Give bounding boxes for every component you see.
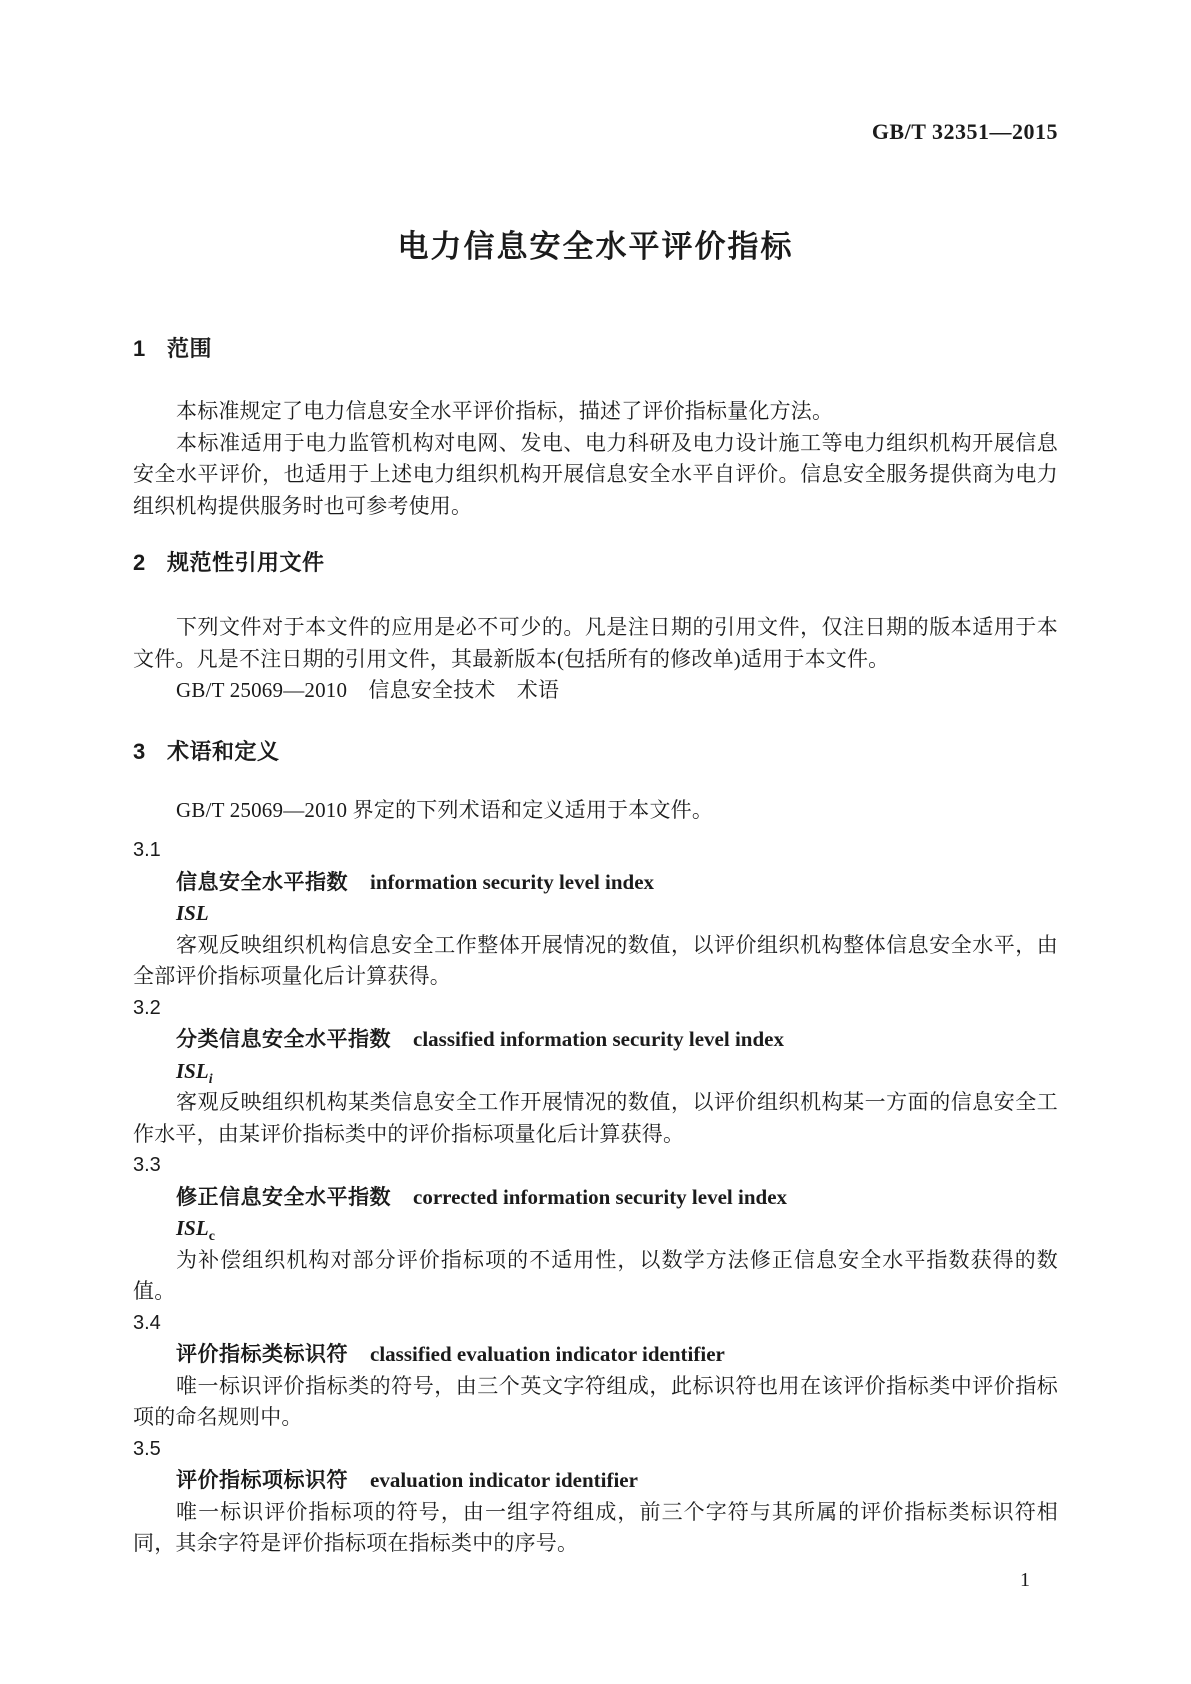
section-2-title: 规范性引用文件: [167, 550, 325, 575]
term-definition: 为补偿组织机构对部分评价指标项的不适用性，以数学方法修正信息安全水平指数获得的数值。: [133, 1247, 1058, 1303]
term-number: 3.3: [133, 1154, 161, 1176]
term-symbol: [133, 1213, 1058, 1245]
term-number: 3.1: [133, 839, 161, 861]
document-title: 电力信息安全水平评价指标: [397, 229, 794, 264]
symbol-base: ISL: [176, 1058, 209, 1083]
term-name: [133, 1024, 1058, 1056]
symbol-subscript: c: [208, 1229, 215, 1245]
term-name: [133, 1465, 1058, 1497]
term-number: 3.5: [133, 1437, 161, 1460]
term-3-5: [133, 1434, 1058, 1560]
term-symbol: [133, 1056, 1058, 1088]
term-3-2: [133, 993, 1058, 1151]
term-name-en: corrected information security level index: [413, 1184, 788, 1209]
term-name-zh: 信息安全水平指数: [176, 870, 348, 894]
term-name-zh: 分类信息安全水平指数: [176, 1028, 391, 1051]
term-name: [133, 867, 1058, 899]
term-name-zh: 评价指标项标识符: [176, 1469, 348, 1492]
term-name-en: classified information security level index: [413, 1027, 784, 1051]
section-1-heading: [133, 334, 1058, 364]
term-symbol: [133, 898, 1058, 930]
term-number: 3.2: [133, 996, 161, 1019]
term-definition: 唯一标识评价指标类的符号，由三个英文字符组成，此标识符也用在该评价指标类中评价指标项的命名规则中。: [133, 1373, 1058, 1429]
terms-list: [133, 835, 1058, 1560]
section-3-title: 术语和定义: [167, 738, 280, 764]
symbol-base: ISL: [176, 1216, 209, 1240]
section-1-paragraph: 本标准适用于电力监管机构对电网、发电、电力科研及电力设计施工等电力组织机构开展信息安全水平评价，也适用于上述电力组织机构开展信息安全水平自评价。信息安全服务提供商为电力组织机构提供服务时也可参考使用。: [133, 430, 1058, 518]
section-2-number: 2: [133, 550, 146, 575]
term-name-en: information security level index: [370, 869, 655, 894]
section-3-paragraph: GB/T 25069—2010 界定的下列术语和定义适用于本文件。: [176, 797, 714, 822]
term-name-en: evaluation indicator identifier: [370, 1468, 638, 1492]
term-name: [133, 1339, 1058, 1371]
term-3-3: [133, 1150, 1058, 1308]
section-1-paragraph: 本标准规定了电力信息安全水平评价指标，描述了评价指标量化方法。: [176, 399, 834, 423]
term-definition: 客观反映组织机构某类信息安全工作开展情况的数值，以评价组织机构某一方面的信息安全工作水平，由某评价指标类中的评价指标项量化后计算获得。: [133, 1090, 1058, 1146]
term-3-4: [133, 1308, 1058, 1434]
term-number: 3.4: [133, 1311, 161, 1334]
normative-reference: GB/T 25069—2010 信息安全技术 术语: [176, 678, 560, 702]
term-definition: 唯一标识评价指标项的符号，由一组字符组成，前三个字符与其所属的评价指标类标识符相同，其余字符是评价指标项在指标类中的序号。: [133, 1499, 1058, 1555]
section-1-number: 1: [133, 336, 146, 361]
section-3-number: 3: [133, 738, 146, 764]
term-name-zh: 修正信息安全水平指数: [176, 1185, 391, 1209]
term-name: [133, 1182, 1058, 1214]
section-3-heading: [133, 737, 1058, 767]
symbol-subscript: i: [208, 1071, 213, 1087]
term-3-1: [133, 835, 1058, 993]
symbol-base: ISL: [176, 901, 209, 925]
term-name-zh: 评价指标类标识符: [176, 1343, 348, 1366]
section-2-paragraph: 下列文件对于本文件的应用是必不可少的。凡是注日期的引用文件，仅注日期的版本适用于本文件。凡是不注日期的引用文件，其最新版本(包括所有的修改单)适用于本文件。: [133, 615, 1058, 671]
term-definition: 客观反映组织机构信息安全工作整体开展情况的数值，以评价组织机构整体信息安全水平，由全部评价指标项量化后计算获得。: [133, 932, 1058, 988]
section-1-title: 范围: [167, 336, 213, 361]
page-number: 1: [1020, 1568, 1030, 1591]
section-2-heading: [133, 548, 1058, 578]
standard-code: GB/T 32351—2015: [871, 119, 1058, 144]
term-name-en: classified evaluation indicator identifier: [370, 1342, 725, 1366]
